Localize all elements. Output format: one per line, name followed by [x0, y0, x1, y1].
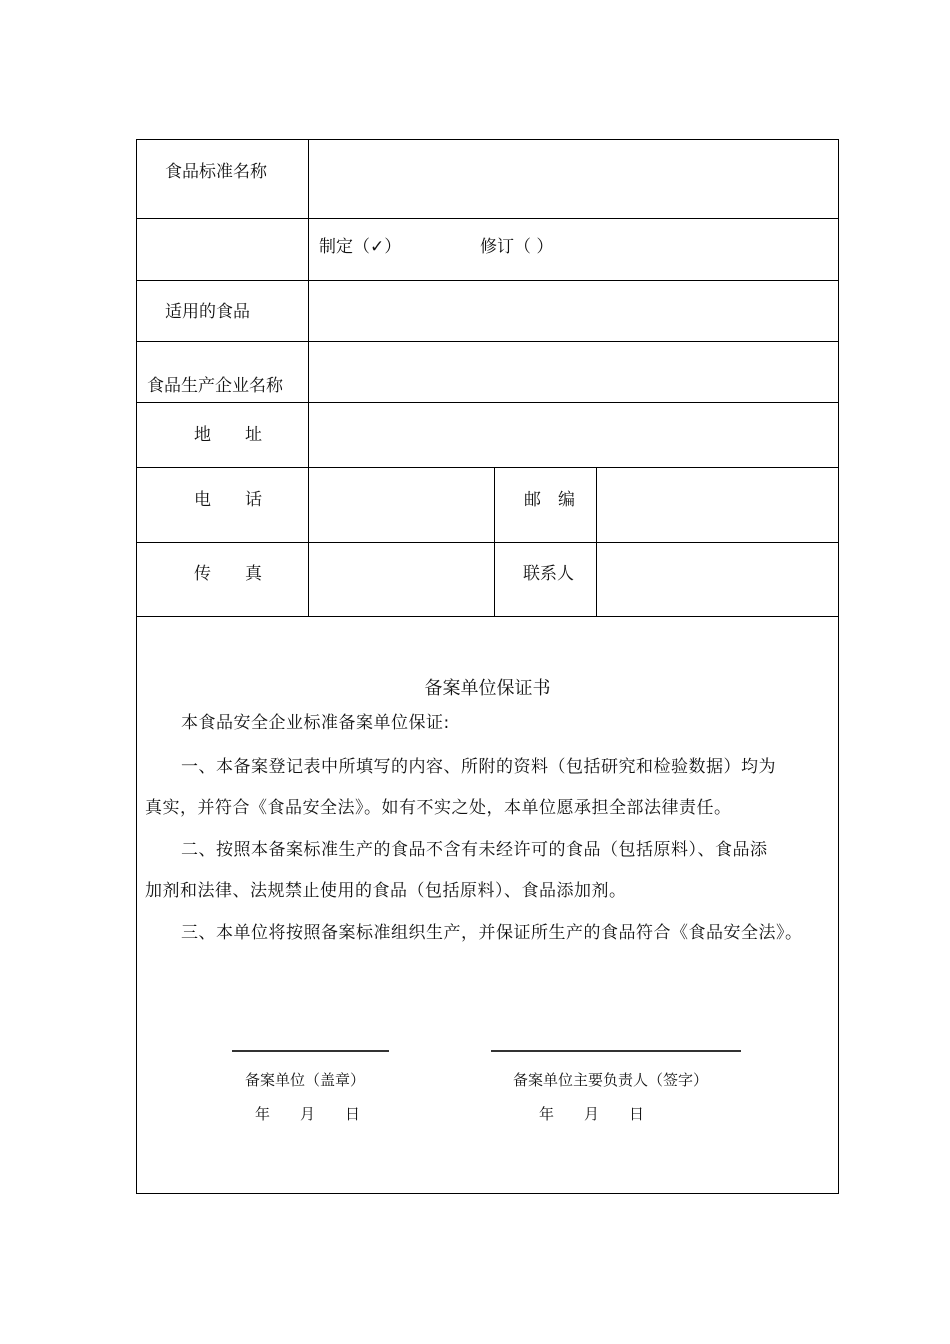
row-divider [137, 542, 838, 543]
phone-label: 电 话 [194, 490, 262, 510]
registration-form [136, 139, 839, 1194]
applicable-food-label: 适用的食品 [165, 302, 250, 322]
row-divider [137, 280, 838, 281]
fax-label: 传 真 [194, 564, 262, 584]
head-signature-date: 年 月 日 [539, 1105, 645, 1123]
postcode-label: 邮 编 [524, 490, 575, 510]
head-signature-label: 备案单位主要负责人（签字） [513, 1071, 709, 1089]
contact-label: 联系人 [523, 564, 574, 584]
column-divider [494, 467, 495, 616]
guarantee-item-3: 三、本单位将按照备案标准组织生产，并保证所生产的食品符合《食品安全法》。 [181, 923, 803, 943]
guarantee-item-2-cont: 加剂和法律、法规禁止使用的食品（包括原料）、食品添加剂。 [145, 881, 627, 901]
company-name-label: 食品生产企业名称 [147, 376, 283, 396]
type-option-revise: 修订（ ） [480, 237, 554, 257]
unit-seal-date: 年 月 日 [255, 1105, 361, 1123]
unit-seal-line [232, 1050, 389, 1052]
row-divider [137, 616, 838, 617]
guarantee-title: 备案单位保证书 [424, 678, 551, 699]
unit-seal-label: 备案单位（盖章） [245, 1071, 366, 1089]
row-divider [137, 402, 838, 403]
row-divider [137, 218, 838, 219]
guarantee-item-2: 二、按照本备案标准生产的食品不含有未经许可的食品（包括原料）、食品添 [181, 840, 768, 860]
row-divider [137, 341, 838, 342]
column-divider [308, 140, 309, 616]
type-option-formulate: 制定（✓） [319, 237, 402, 257]
address-label: 地 址 [194, 425, 262, 445]
row-divider [137, 467, 838, 468]
standard-name-label: 食品标准名称 [165, 162, 267, 182]
column-divider [596, 467, 597, 616]
guarantee-intro: 本食品安全企业标准备案单位保证: [181, 713, 450, 733]
guarantee-item-1: 一、本备案登记表中所填写的内容、所附的资料（包括研究和检验数据）均为 [181, 757, 776, 777]
head-signature-line [491, 1050, 741, 1052]
guarantee-item-1-cont: 真实，并符合《食品安全法》。如有不实之处，本单位愿承担全部法律责任。 [145, 798, 732, 818]
